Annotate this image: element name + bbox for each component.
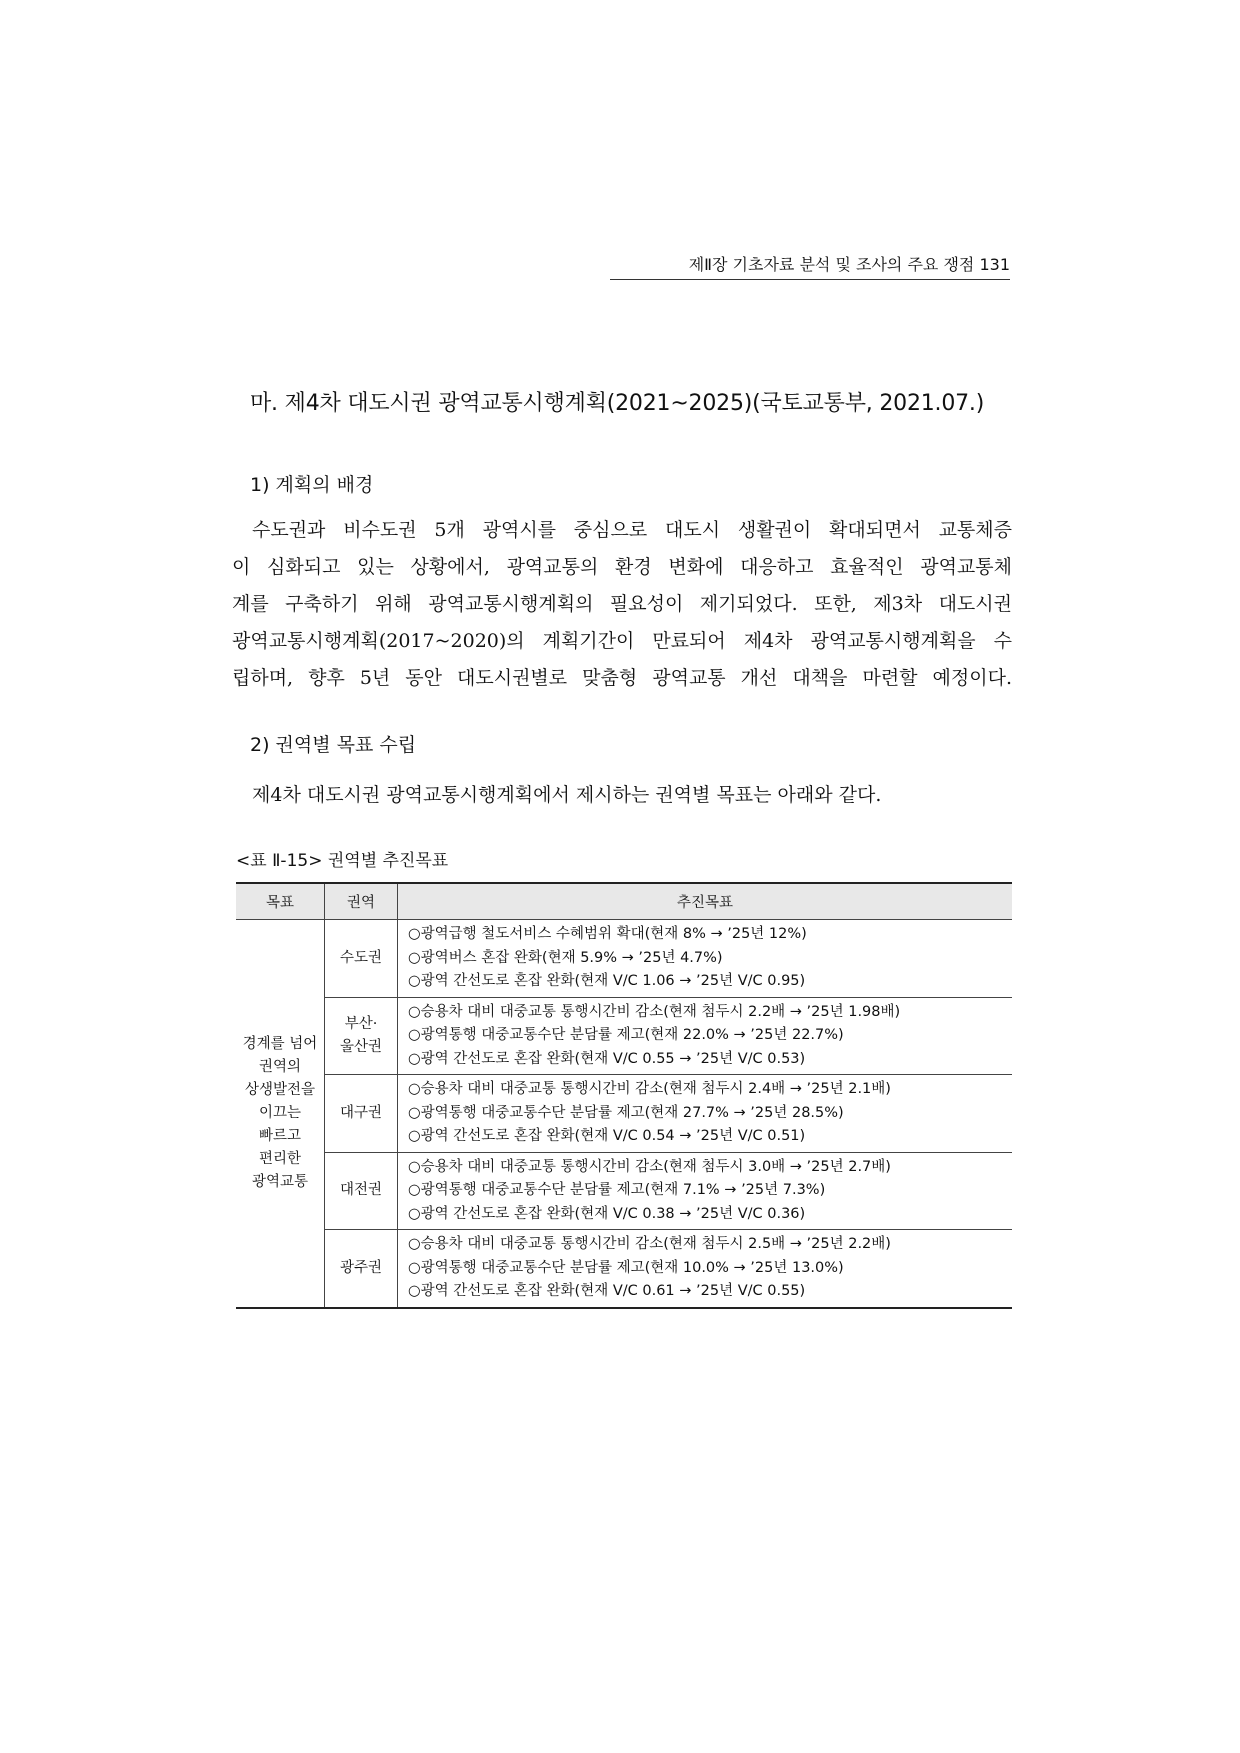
target-item: ○승용차 대비 대중교통 통행시간비 감소(현재 첨두시 2.2배 → ’25년 1.98배) — [408, 1003, 901, 1020]
target-item: ○광역통행 대중교통수단 분담률 제고(현재 22.0% → ’25년 22.7%) — [408, 1027, 844, 1043]
goals-paragraph: 제4차 대도시권 광역교통시행계획에서 제시하는 권역별 목표는 아래와 같다. — [252, 784, 882, 806]
region-line: 부산· — [344, 1015, 378, 1032]
target-items-cell — [398, 1152, 1013, 1230]
header-goal: 목표 — [236, 883, 325, 920]
target-items-cell — [398, 920, 1013, 998]
regional-goals-table — [236, 882, 1012, 1309]
region-cell — [325, 997, 398, 1075]
subsection-heading-goals: 2) 권역별 목표 수립 — [250, 734, 417, 756]
target-items-cell — [398, 997, 1013, 1075]
table-caption: <표 Ⅱ-15> 권역별 추진목표 — [236, 851, 449, 871]
table-row — [236, 920, 1012, 998]
table-header-row — [236, 883, 1012, 920]
table-row — [236, 1075, 1012, 1153]
table-row — [236, 1152, 1012, 1230]
goal-line: 빠르고 — [258, 1127, 302, 1144]
running-header: 제Ⅱ장 기초자료 분석 및 조사의 주요 쟁점 131 — [610, 252, 1010, 280]
region-cell: 광주권 — [325, 1230, 398, 1308]
goal-line: 편리한 — [258, 1150, 302, 1167]
region-cell: 대구권 — [325, 1075, 398, 1153]
target-item: ○광역 간선도로 혼잡 완화(현재 V/C 0.54 → ’25년 V/C 0.51) — [408, 1128, 806, 1144]
target-item: ○승용차 대비 대중교통 통행시간비 감소(현재 첨두시 2.4배 → ’25년 2.1배) — [408, 1081, 891, 1097]
paragraph-line: 계를 구축하기 위해 광역교통시행계획의 필요성이 제기되었다. 또한, 제3차 대도시권 — [232, 593, 1012, 615]
table-row — [236, 997, 1012, 1075]
section-title: 마. 제4차 대도시권 광역교통시행계획(2021~2025)(국토교통부, 2021.07.) — [250, 391, 985, 416]
paragraph-line: 수도권과 비수도권 5개 광역시를 중심으로 대도시 생활권이 확대되면서 교통체증 — [252, 519, 1012, 541]
target-item: ○광역통행 대중교통수단 분담률 제고(현재 10.0% → ’25년 13.0%) — [408, 1259, 844, 1276]
goal-line: 광역교통 — [251, 1173, 309, 1190]
table-row — [236, 1230, 1012, 1308]
header-targets: 추진목표 — [398, 883, 1013, 920]
region-line: 울산권 — [339, 1038, 383, 1055]
target-item: ○광역통행 대중교통수단 분담률 제고(현재 7.1% → ’25년 7.3%) — [408, 1182, 826, 1198]
paragraph-line: 립하며, 향후 5년 동안 대도시권별로 맞춤형 광역교통 개선 대책을 마련할 예정이다. — [232, 667, 1012, 689]
region-cell: 수도권 — [325, 920, 398, 998]
target-item: ○광역 간선도로 혼잡 완화(현재 V/C 1.06 → ’25년 V/C 0.95) — [408, 973, 806, 989]
goal-line: 경계를 넘어 — [242, 1035, 318, 1052]
goal-cell — [236, 920, 325, 1308]
target-item: ○광역버스 혼잡 완화(현재 5.9% → ’25년 4.7%) — [408, 949, 723, 966]
paragraph-line: 광역교통시행계획(2017~2020)의 계획기간이 만료되어 제4차 광역교통시행계획을 수 — [232, 630, 1012, 652]
header-region: 권역 — [325, 883, 398, 920]
target-item: ○승용차 대비 대중교통 통행시간비 감소(현재 첨두시 2.5배 → ’25년 2.2배) — [408, 1236, 891, 1252]
target-items-cell — [398, 1230, 1013, 1308]
target-item: ○광역 간선도로 혼잡 완화(현재 V/C 0.55 → ’25년 V/C 0.53) — [408, 1050, 806, 1067]
goal-line: 권역의 — [258, 1058, 302, 1075]
target-item: ○광역 간선도로 혼잡 완화(현재 V/C 0.61 → ’25년 V/C 0.55) — [408, 1283, 806, 1299]
target-item: ○광역 간선도로 혼잡 완화(현재 V/C 0.38 → ’25년 V/C 0.36) — [408, 1205, 806, 1222]
background-paragraph — [232, 512, 1012, 697]
paragraph-line: 이 심화되고 있는 상황에서, 광역교통의 환경 변화에 대응하고 효율적인 광역교통체 — [232, 556, 1012, 578]
goal-line: 이끄는 — [258, 1104, 302, 1121]
goal-line: 상생발전을 — [244, 1081, 316, 1098]
target-item: ○광역급행 철도서비스 수혜범위 확대(현재 8% → ’25년 12%) — [408, 926, 807, 942]
target-items-cell — [398, 1075, 1013, 1153]
region-cell: 대전권 — [325, 1152, 398, 1230]
target-item: ○승용차 대비 대중교통 통행시간비 감소(현재 첨두시 3.0배 → ’25년 2.7배) — [408, 1158, 891, 1175]
target-item: ○광역통행 대중교통수단 분담률 제고(현재 27.7% → ’25년 28.5%) — [408, 1104, 844, 1121]
subsection-heading-background: 1) 계획의 배경 — [250, 474, 374, 496]
